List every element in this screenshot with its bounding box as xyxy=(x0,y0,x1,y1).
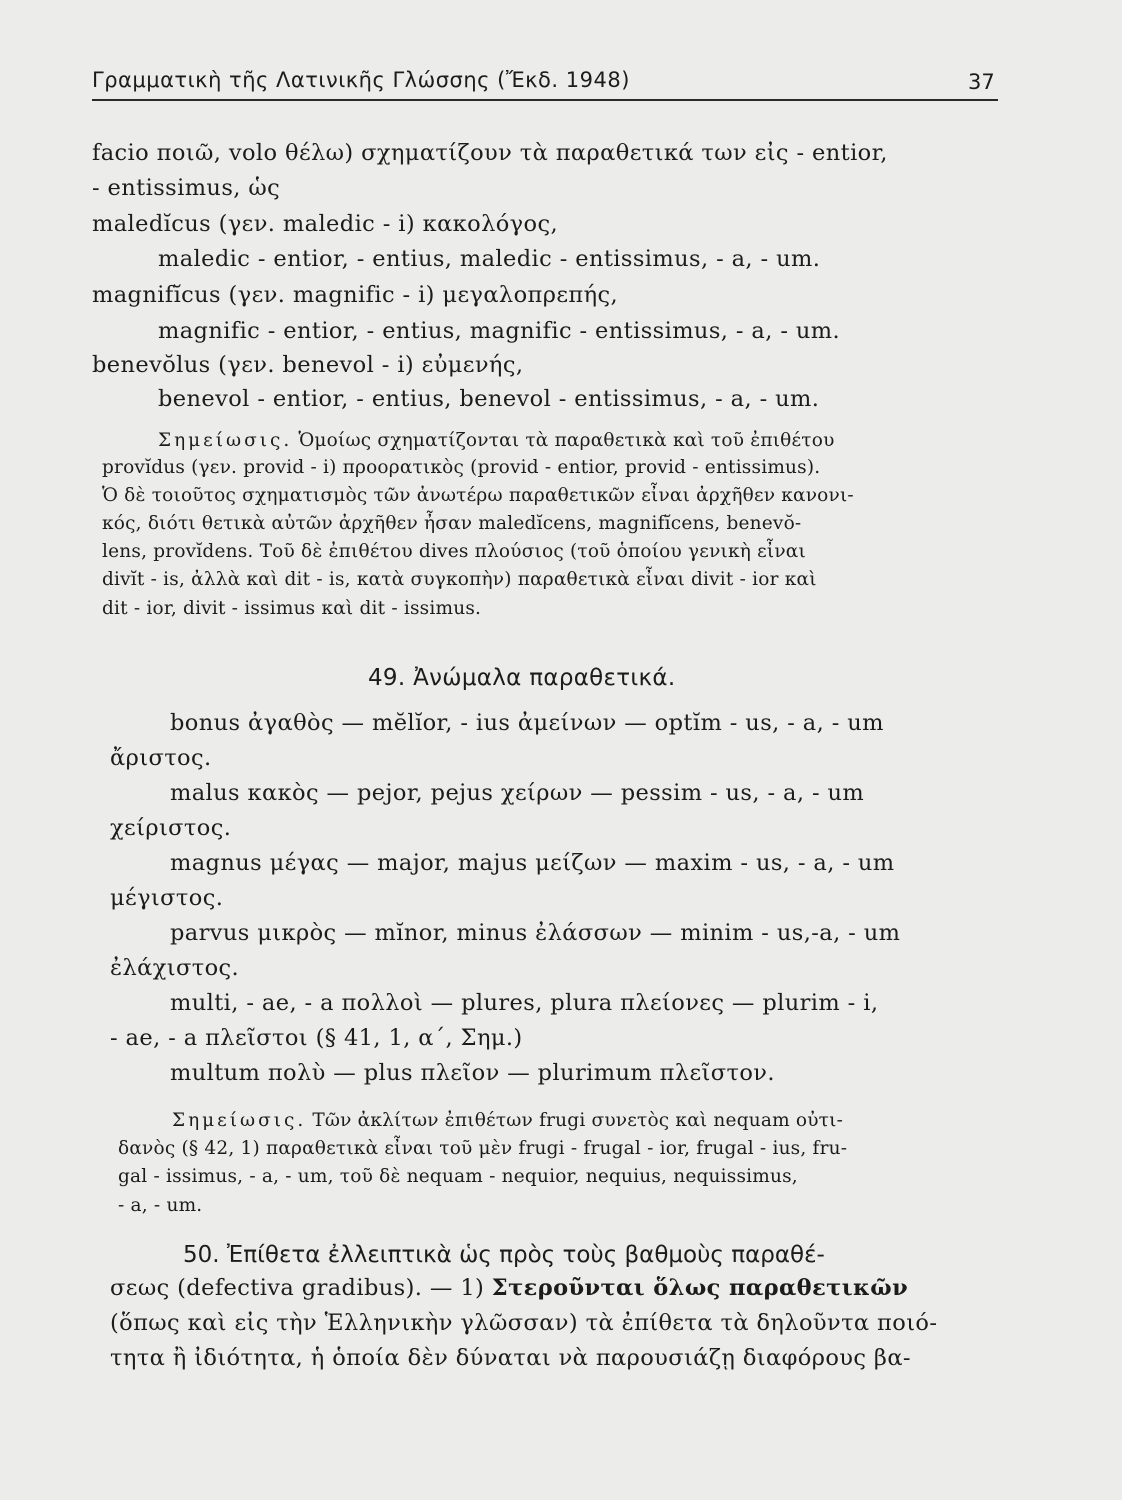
comparison-line: multi, - ae, - a πολλοὶ — plures, plura πλείονες — plurim - i, xyxy=(170,990,879,1016)
section-heading-49: 49. Ἀνώμαλα παραθετικά. xyxy=(368,665,676,691)
section-50-line: τητα ἢ ἰδιότητα, ἡ ὁποία δὲν δύναται νὰ παρουσιάζῃ διαφόρους βα- xyxy=(110,1345,911,1371)
note-text: Ὁμοίως σχηματίζονται τὰ παραθετικὰ καὶ τοῦ ἐπιθέτου xyxy=(298,430,835,451)
note-text: Τῶν ἀκλίτων ἐπιθέτων frugi συνετὸς καὶ nequam οὐτι- xyxy=(312,1110,844,1131)
section-50-text: σεως (defectiva gradibus). — 1) xyxy=(110,1275,485,1301)
section-50-line: (ὅπως καὶ εἰς τὴν Ἑλληνικὴν γλῶσσαν) τὰ ἐπίθετα τὰ δηλοῦντα ποιό- xyxy=(110,1310,938,1336)
comparison-line: ἐλάχιστος. xyxy=(110,955,240,981)
comparison-line: malus κακὸς — pejor, pejus χείρων — pessim - us, - a, - um xyxy=(170,780,865,806)
note-line: κός, διότι θετικὰ αὐτῶν ἀρχῆθεν ἦσαν maledĭcens, magnifĭcens, benevŏ- xyxy=(102,513,802,534)
text-line: maledic - entior, - entius, maledic - entissimus, - a, - um. xyxy=(158,246,821,272)
comparison-line: magnus μέγας — major, majus μείζων — maxim - us, - a, - um xyxy=(170,850,895,876)
note-line: provĭdus (γεν. provid - i) προορατικὸς (provid - entior, provid - entissimus). xyxy=(102,457,821,478)
section-50-bold-text: Στεροῦνται ὅλως παραθετικῶν xyxy=(491,1275,909,1301)
note-label: Σημείωσις. xyxy=(158,430,293,451)
text-line: magnifĭcus (γεν. magnific - i) μεγαλοπρεπής, xyxy=(92,282,619,308)
note-line: Ὁ δὲ τοιοῦτος σχηματισμὸς τῶν ἀνωτέρω παραθετικῶν εἶναι ἀρχῆθεν κανονι- xyxy=(102,485,854,506)
section-heading-50: 50. Ἐπίθετα ἐλλειπτικὰ ὡς πρὸς τοὺς βαθμοὺς παραθέ- xyxy=(183,1242,825,1268)
comparison-line: μέγιστος. xyxy=(110,885,224,911)
comparison-line: bonus ἀγαθὸς — mĕlĭor, - ius ἀμείνων — optĭm - us, - a, - um xyxy=(170,710,884,736)
note-line: - a, - um. xyxy=(118,1195,203,1216)
comparison-line: - ae, - a πλεῖστοι (§ 41, 1, α΄, Σημ.) xyxy=(110,1025,523,1051)
running-header: Γραμματικὴ τῆς Λατινικῆς Γλώσσης (Ἔκδ. 1948) xyxy=(92,68,630,92)
comparison-line: χείριστος. xyxy=(110,815,232,841)
text-line: - entissimus, ὡς xyxy=(92,175,281,201)
header-rule xyxy=(92,99,998,101)
note-first-line xyxy=(158,430,835,451)
comparison-line: parvus μικρὸς — mĭnor, minus ἐλάσσων — minim - us,-a, - um xyxy=(170,920,901,946)
text-line: benevol - entior, - entius, benevol - entissimus, - a, - um. xyxy=(158,386,820,412)
note-line: gal - issimus, - a, - um, τοῦ δὲ nequam - nequior, nequius, nequissimus, xyxy=(118,1166,798,1187)
note-line: δανὸς (§ 42, 1) παραθετικὰ εἶναι τοῦ μὲν frugi - frugal - ior, frugal - ius, fru- xyxy=(118,1138,848,1159)
text-line: maledĭcus (γεν. maledic - i) κακολόγος, xyxy=(92,211,559,237)
comparison-line: ἄριστος. xyxy=(110,745,212,771)
text-line: benevŏlus (γεν. benevol - i) εὐμενής, xyxy=(92,352,524,378)
note-line: lens, provĭdens. Τοῦ δὲ ἐπιθέτου dives πλούσιος (τοῦ ὁποίου γενικὴ εἶναι xyxy=(102,541,806,562)
note-first-line xyxy=(172,1110,843,1131)
note-line: divĭt - is, ἀλλὰ καὶ dit - is, κατὰ συγκοπὴν) παραθετικὰ εἶναι divit - ior καὶ xyxy=(102,569,817,590)
section-50-line xyxy=(110,1275,908,1301)
text-line: magnific - entior, - entius, magnific - entissimus, - a, - um. xyxy=(158,318,841,344)
note-label: Σημείωσις. xyxy=(172,1110,307,1131)
note-line: dit - ior, divit - issimus καὶ dit - issimus. xyxy=(102,598,482,619)
page-number: 37 xyxy=(968,70,995,94)
comparison-line: multum πολὺ — plus πλεῖον — plurimum πλεῖστον. xyxy=(170,1060,775,1086)
text-line: facio ποιῶ, volo θέλω) σχηματίζουν τὰ παραθετικά των εἰς - entior, xyxy=(92,140,888,166)
